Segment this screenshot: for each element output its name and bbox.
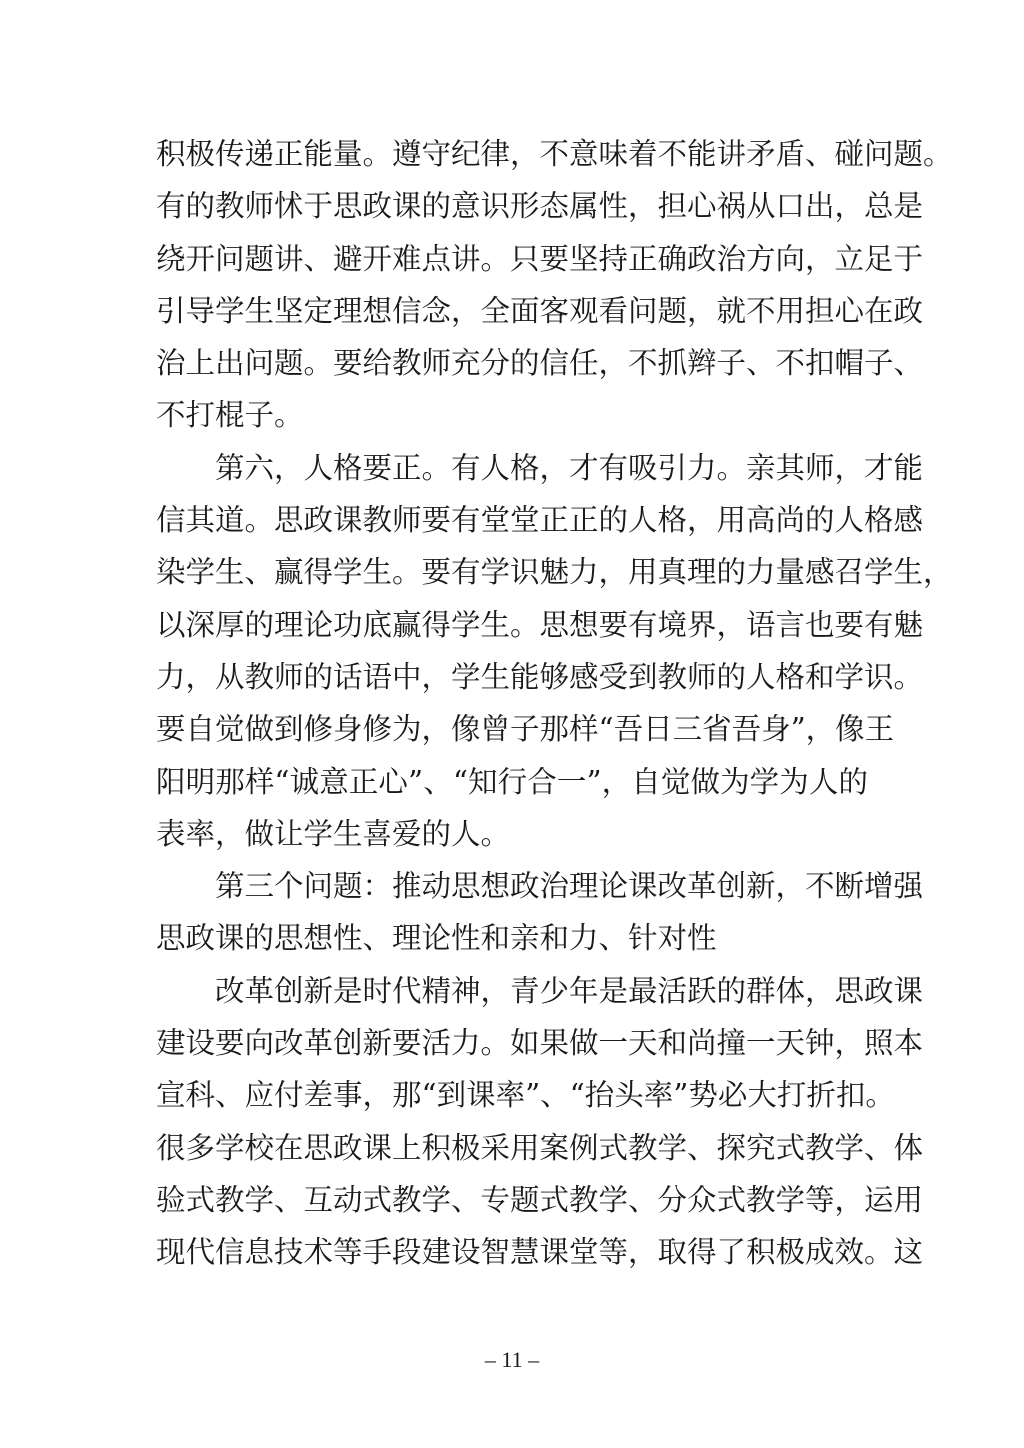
text-line: 宣科、应付差事，那“到课率”、“抬头率”势必大打折扣。 xyxy=(156,1078,895,1113)
text-line: 很多学校在思政课上积极采用案例式教学、探究式教学、体 xyxy=(156,1130,924,1165)
text-line: 引导学生坚定理想信念，全面客观看问题，就不用担心在政 xyxy=(156,293,924,328)
text-line: 染学生、赢得学生。要有学识魅力，用真理的力量感召学生， xyxy=(156,555,953,590)
page-number: – 11 – xyxy=(484,1347,540,1372)
text-line: 表率，做让学生喜爱的人。 xyxy=(156,816,511,851)
text-line: 改革创新是时代精神，青少年是最活跃的群体，思政课 xyxy=(156,973,924,1008)
text-line: 以深厚的理论功底赢得学生。思想要有境界，语言也要有魅 xyxy=(156,607,924,642)
text-line: 信其道。思政课教师要有堂堂正正的人格，用高尚的人格感 xyxy=(156,503,924,538)
text-line: 阳明那样“诚意正心”、“知行合一”，自觉做为学为人的 xyxy=(156,764,868,799)
text-line: 建设要向改革创新要活力。如果做一天和尚撞一天钟，照本 xyxy=(156,1026,924,1061)
text-line: 思政课的思想性、理论性和亲和力、针对性 xyxy=(156,921,717,956)
text-line: 治上出问题。要给教师充分的信任，不抓辫子、不扣帽子、 xyxy=(156,346,924,381)
text-line: 第三个问题：推动思想政治理论课改革创新，不断增强 xyxy=(156,869,924,904)
text-line: 有的教师怵于思政课的意识形态属性，担心祸从口出，总是 xyxy=(156,189,924,224)
text-line: 现代信息技术等手段建设智慧课堂等，取得了积极成效。这 xyxy=(156,1235,924,1270)
text-line: 不打棍子。 xyxy=(156,398,304,433)
body-text xyxy=(156,128,953,1279)
text-line: 力，从教师的话语中，学生能够感受到教师的人格和学识。 xyxy=(156,659,924,694)
text-line: 验式教学、互动式教学、专题式教学、分众式教学等，运用 xyxy=(156,1182,924,1217)
text-line: 绕开问题讲、避开难点讲。只要坚持正确政治方向，立足于 xyxy=(156,241,924,276)
text-line: 第六，人格要正。有人格，才有吸引力。亲其师，才能 xyxy=(156,450,924,485)
text-line: 积极传递正能量。遵守纪律，不意味着不能讲矛盾、碰问题。 xyxy=(156,137,953,171)
text-line: 要自觉做到修身修为，像曾子那样“吾日三省吾身”，像王 xyxy=(156,712,895,747)
